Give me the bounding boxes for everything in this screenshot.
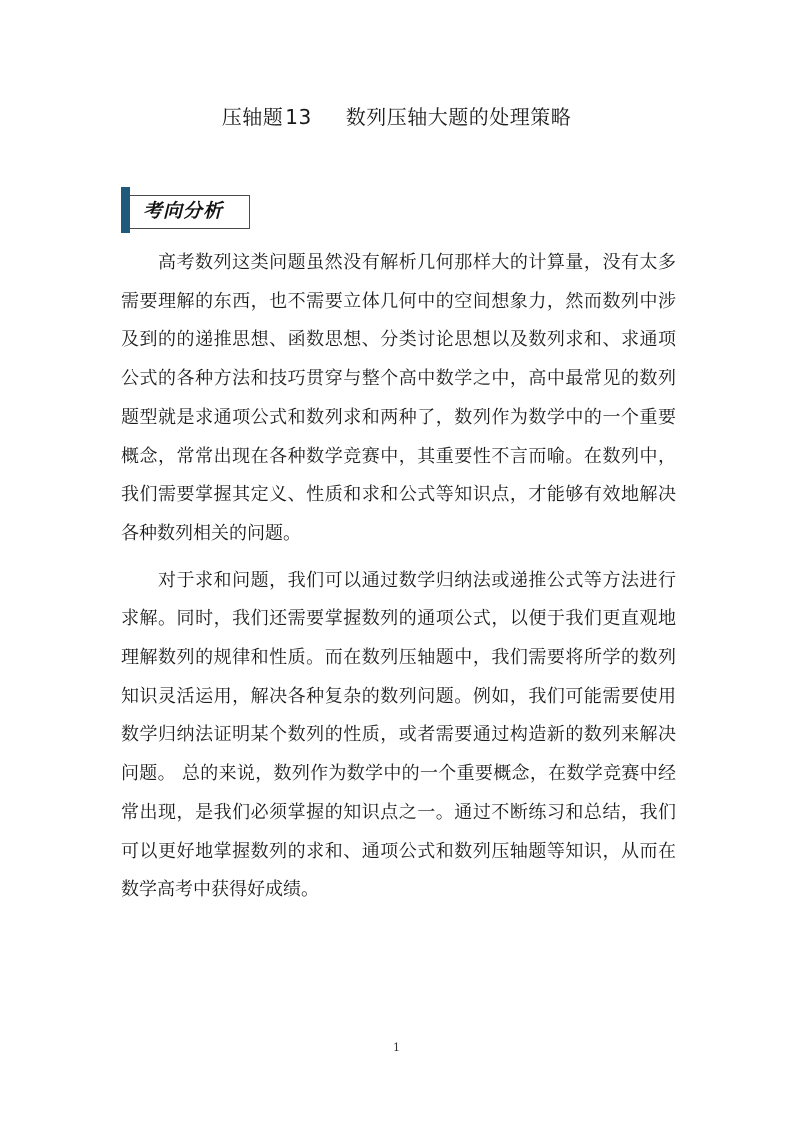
- document-title: [0, 102, 793, 132]
- section-badge-accent-bar: [121, 187, 130, 233]
- paragraph-1: 高考数列这类问题虽然没有解析几何那样大的计算量，没有太多需要理解的东西，也不需要立体几何中的空间想象力，然而数列中涉及到的的递推思想、函数思想、分类讨论思想以及数列求和、求通项公式的各种方法和技巧贯穿与整个高中数学之中，高中最常见的数列题型就是求通项公式和数列求和两种了，数列作为数学中的一个重要概念，常常出现在各种数学竞赛中，其重要性不言而喻。在数列中，我们需要掌握其定义、性质和求和公式等知识点，才能够有效地解决各种数列相关的问题。: [121, 252, 676, 544]
- title-prefix: 压轴题: [221, 105, 284, 129]
- section-header-badge: [121, 187, 251, 233]
- body-text: [121, 244, 676, 918]
- title-main: 数列压轴大题的处理策略: [345, 105, 572, 129]
- page-number: 1: [393, 1041, 400, 1054]
- paragraph-2: 对于求和问题，我们可以通过数学归纳法或递推公式等方法进行求解。同时，我们还需要掌握数列的通项公式，以便于我们更直观地理解数列的规律和性质。而在数列压轴题中，我们需要将所学的数列知识灵活运用，解决各种复杂的数列问题。例如，我们可能需要使用数学归纳法证明某个数列的性质，或者需要通过构造新的数列来解决问题。 总的来说，数列作为数学中的一个重要概念，在数学竞赛中经常出现，是我们必须掌握的知识点之一。通过不断练习和总结，我们可以更好地掌握数列的求和、通项公式和数列压轴题等知识，从而在数学高考中获得好成绩。: [121, 569, 676, 901]
- title-number: 13: [285, 105, 312, 129]
- section-label: 考向分析: [143, 200, 224, 222]
